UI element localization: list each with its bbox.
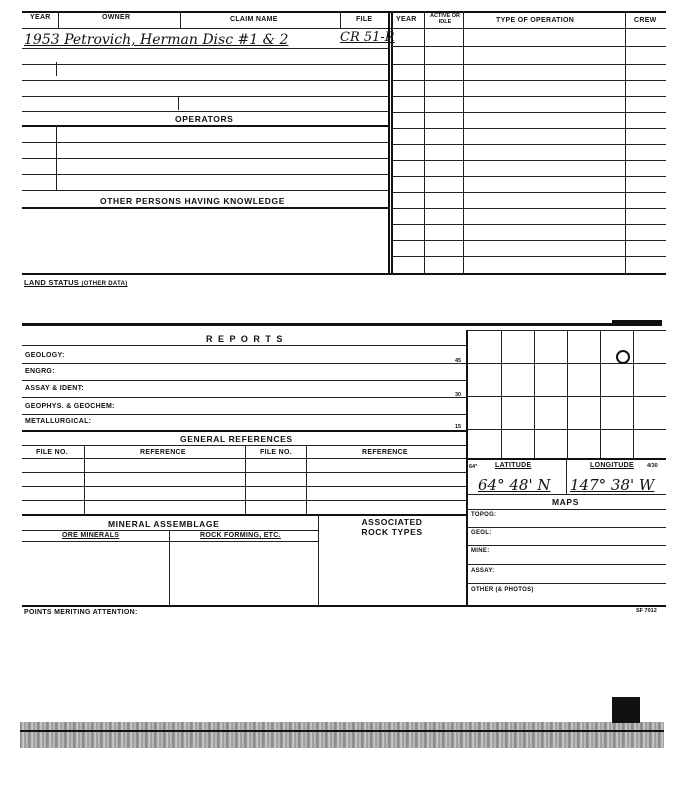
report-metallurgical-num: 15 — [455, 424, 462, 430]
col-file: FILE — [356, 16, 373, 23]
file-code: CR 51-R — [340, 30, 395, 45]
maps-assay: ASSAY: — [471, 568, 495, 574]
ref-reference: REFERENCE — [140, 449, 186, 456]
ref-file-no: FILE NO. — [36, 449, 68, 456]
lat-marker: 64° — [469, 464, 478, 470]
rock-forming-col: ROCK FORMING, ETC. — [200, 532, 281, 539]
report-geology-num: 45 — [455, 358, 462, 364]
latitude-label: LATITUDE — [495, 462, 532, 469]
general-references-title: GENERAL REFERENCES — [180, 434, 293, 444]
land-status-title: LAND STATUS (OTHER DATA) — [24, 278, 128, 287]
maps-mine: MINE: — [471, 548, 490, 554]
form-code: SF 7012 — [636, 608, 657, 614]
ore-minerals-col: ORE MINERALS — [62, 532, 120, 539]
report-geophys: GEOPHYS. & GEOCHEM: — [25, 403, 115, 410]
col-year-2: YEAR — [396, 16, 417, 23]
col-owner: OWNER — [102, 14, 131, 21]
col-active-idle: ACTIVE OR IDLE — [430, 13, 460, 25]
maps-topog: TOPOG: — [471, 512, 497, 518]
location-circle-mark — [616, 350, 630, 364]
scan-black-block — [612, 697, 640, 723]
report-assay: ASSAY & IDENT: — [25, 385, 85, 392]
report-geology: GEOLOGY: — [25, 352, 65, 359]
ref-file-no-2: FILE NO. — [260, 449, 292, 456]
report-metallurgical: METALLURGICAL: — [25, 418, 92, 425]
mineral-assemblage-title: MINERAL ASSEMBLAGE — [108, 519, 220, 529]
other-persons-title: OTHER PERSONS HAVING KNOWLEDGE — [100, 196, 286, 206]
col-claim-name: CLAIM NAME — [230, 16, 278, 23]
reports-title: R E P O R T S — [206, 334, 284, 344]
maps-title: MAPS — [552, 497, 579, 507]
points-meriting-attention: POINTS MERITING ATTENTION: — [24, 609, 138, 616]
ref-reference-2: REFERENCE — [362, 449, 408, 456]
maps-geol: GEOL: — [471, 530, 492, 536]
maps-other: OTHER (& PHOTOS) — [471, 587, 534, 593]
scan-smudge — [612, 320, 662, 326]
operators-title: OPERATORS — [175, 114, 234, 124]
lon-marker: 4/30 — [647, 463, 658, 469]
associated-rock-types-title: ASSOCIATED ROCK TYPES — [361, 517, 423, 537]
col-year: YEAR — [30, 14, 51, 21]
longitude-label: LONGITUDE — [590, 462, 634, 469]
longitude-value: 147° 38' W — [570, 476, 655, 494]
bleed-through-strip — [20, 722, 664, 748]
col-crew: CREW — [634, 17, 657, 24]
report-assay-num: 30 — [455, 392, 462, 398]
col-type-of-operation: TYPE OF OPERATION — [496, 17, 575, 24]
handwritten-entry: 1953 Petrovich, Herman Disc #1 & 2 — [24, 32, 289, 48]
report-engrg: ENGRG: — [25, 368, 55, 375]
latitude-value: 64° 48' N — [478, 476, 551, 494]
bleed-through-line — [20, 730, 664, 732]
